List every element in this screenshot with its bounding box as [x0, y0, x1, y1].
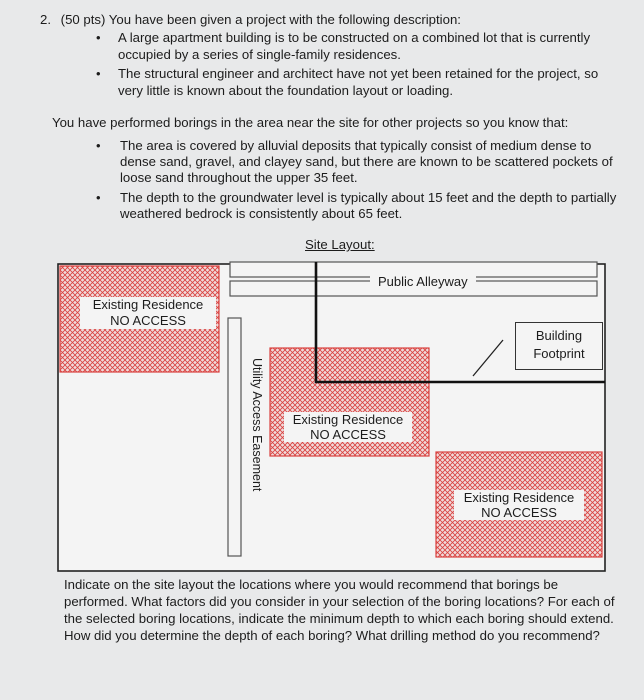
public-alleyway-label: Public Alleyway	[370, 274, 476, 289]
instructions-line-1: Indicate on the site layout the locations where you would recommend that borings be	[64, 577, 559, 592]
instructions-line-2: performed. What factors did you consider in your selection of the boring locations? For each of	[64, 594, 615, 609]
instructions-line-4: How did you determine the depth of each boring? What drilling method do you recommend?	[64, 628, 600, 643]
description-bullet-2-line-2: very little is known about the foundation layout or loading.	[118, 83, 454, 98]
known-bullet-2-line-1: The depth to the groundwater level is typically about 15 feet and the depth to partially	[120, 190, 617, 205]
building-footprint-line-2: Footprint	[533, 346, 585, 361]
site-layout-title: Site Layout:	[305, 237, 375, 252]
known-bullet-2-line-2: weathered bedrock is consistently about 65 feet.	[120, 206, 403, 221]
description-bullet-1-line-2: occupied by a series of single-family residences.	[118, 47, 401, 62]
residence-2-title: Existing Residence	[292, 412, 404, 427]
residence-2-label	[284, 412, 412, 442]
question-header-text: (50 pts) You have been given a project with the following description:	[60, 12, 461, 27]
known-bullet-1-line-3: loose sand throughout the upper 35 feet.	[120, 170, 358, 185]
question-number: 2.	[40, 12, 51, 27]
building-footprint-label	[515, 322, 603, 370]
residence-3-label	[454, 490, 584, 520]
instructions-line-3: the selected boring locations, indicate the minimum depth to which each boring should extend.	[64, 611, 614, 626]
residence-3-title: Existing Residence	[463, 490, 575, 505]
bullet-icon: •	[96, 138, 101, 153]
building-footprint-line-1: Building	[535, 328, 583, 343]
borings-intro: You have performed borings in the area near the site for other projects so you know that:	[52, 115, 569, 130]
description-bullet-2-line-1: The structural engineer and architect have not yet been retained for the project, so	[118, 66, 599, 81]
residence-1-title: Existing Residence	[92, 297, 204, 312]
residence-3-access: NO ACCESS	[481, 505, 557, 520]
residence-1-access: NO ACCESS	[110, 313, 186, 328]
description-bullet-1-line-1: A large apartment building is to be constructed on a combined lot that is currently	[118, 30, 591, 45]
known-bullet-1-line-1: The area is covered by alluvial deposits that typically consist of medium dense to	[120, 138, 592, 153]
known-bullet-1-line-2: dense sand, gravel, and clayey sand, but there are known to be scattered pockets of	[120, 154, 613, 169]
bullet-icon: •	[96, 66, 101, 81]
residence-2-access: NO ACCESS	[310, 427, 386, 442]
residence-1-label	[80, 297, 216, 329]
bullet-icon: •	[96, 190, 101, 205]
bullet-icon: •	[96, 30, 101, 45]
utility-easement-label: Utility Access Easement	[250, 358, 264, 492]
utility-easement-strip	[228, 318, 241, 556]
